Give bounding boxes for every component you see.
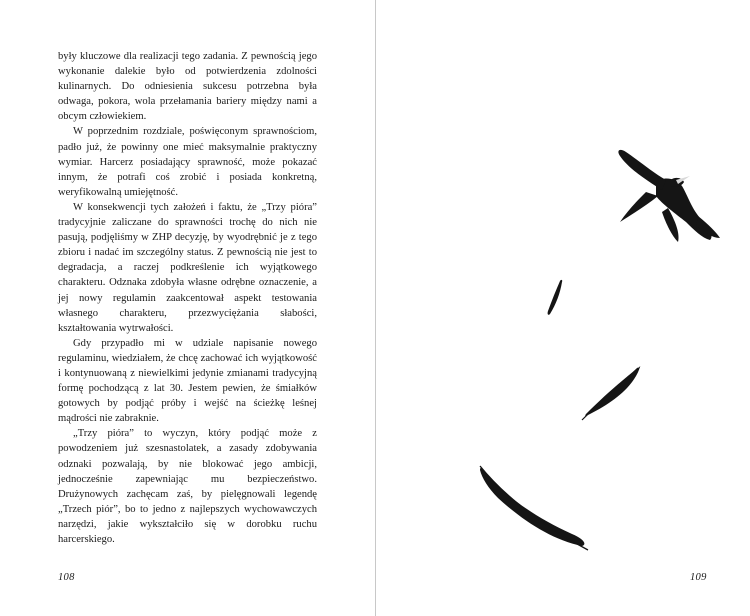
illustration	[376, 0, 750, 616]
bird-in-flight-icon	[618, 150, 720, 242]
feather-icon	[480, 466, 588, 550]
feather-icon	[582, 366, 640, 420]
paragraph: Gdy przypadło mi w udziale napisanie nowego regulaminu, wiedziałem, że chcę zachować ich wyjątkowość i kontynuowaną z niewielkimi jedynie zmianami tradycyjną formę pochodzącą z lat 30. Jestem pewien, że śmiałków gotowych by podjąć próby i wejść na ścieżkę leśnej mądrości nie zabraknie.	[58, 337, 317, 425]
paragraph: były kluczowe dla realizacji tego zadania. Z pewnością jego wykonanie dalekie było od potwierdzenia zdolności kulinarnych. Do odniesienia sukcesu potrzebna była odwaga, pokora, wola przełamania bariery między nami a obcym człowiekiem.	[58, 51, 317, 123]
page-number-left: 108	[58, 572, 75, 583]
right-page	[376, 0, 750, 616]
body-text	[58, 49, 317, 547]
paragraph: W konsekwencji tych założeń i faktu, że „Trzy pióra” tradycyjnie zaliczane do sprawności trochę do nich nie pasują, podjęliśmy w ZHP decyzję, by wyodrębnić je z tego zbioru i nadać im szczególny status. Z pewnością nie jest to degradacja, a raczej podkreślenie ich wyjątkowego charakteru. Odznaka zdobyła własne odrębne oznaczenie, a jej nowy regulamin zaakcentował aspekt testowania własnego charakteru, przezwyciężania słabości, kształtowania wytrwałości.	[58, 201, 317, 334]
paragraph: „Trzy pióra” to wyczyn, który podjąć może z powodzeniem już szesnastolatek, a zasady zdobywania odznaki pozwalają, by nie blokować jego ambicji, jednocześnie zapewniając mu bezpieczeństwo. Drużynowych zachęcam zaś, by pielęgnowali legendę „Trzech piór”, bo to jedno z najlepszych wychowawczych narzędzi, jakie wykształciło się w dorobku ruchu harcerskiego.	[58, 428, 317, 545]
page-number-right: 109	[690, 572, 707, 583]
feather-icon	[548, 280, 563, 315]
paragraph: W poprzednim rozdziale, poświęconym sprawnościom, padło już, że powinny one mieć maksymalnie praktyczny wymiar. Harcerz posiadający sprawność, może pokazać innym, że potrafi coś zrobić i posiada konkretną, weryfikowalną umiejętność.	[58, 126, 317, 198]
